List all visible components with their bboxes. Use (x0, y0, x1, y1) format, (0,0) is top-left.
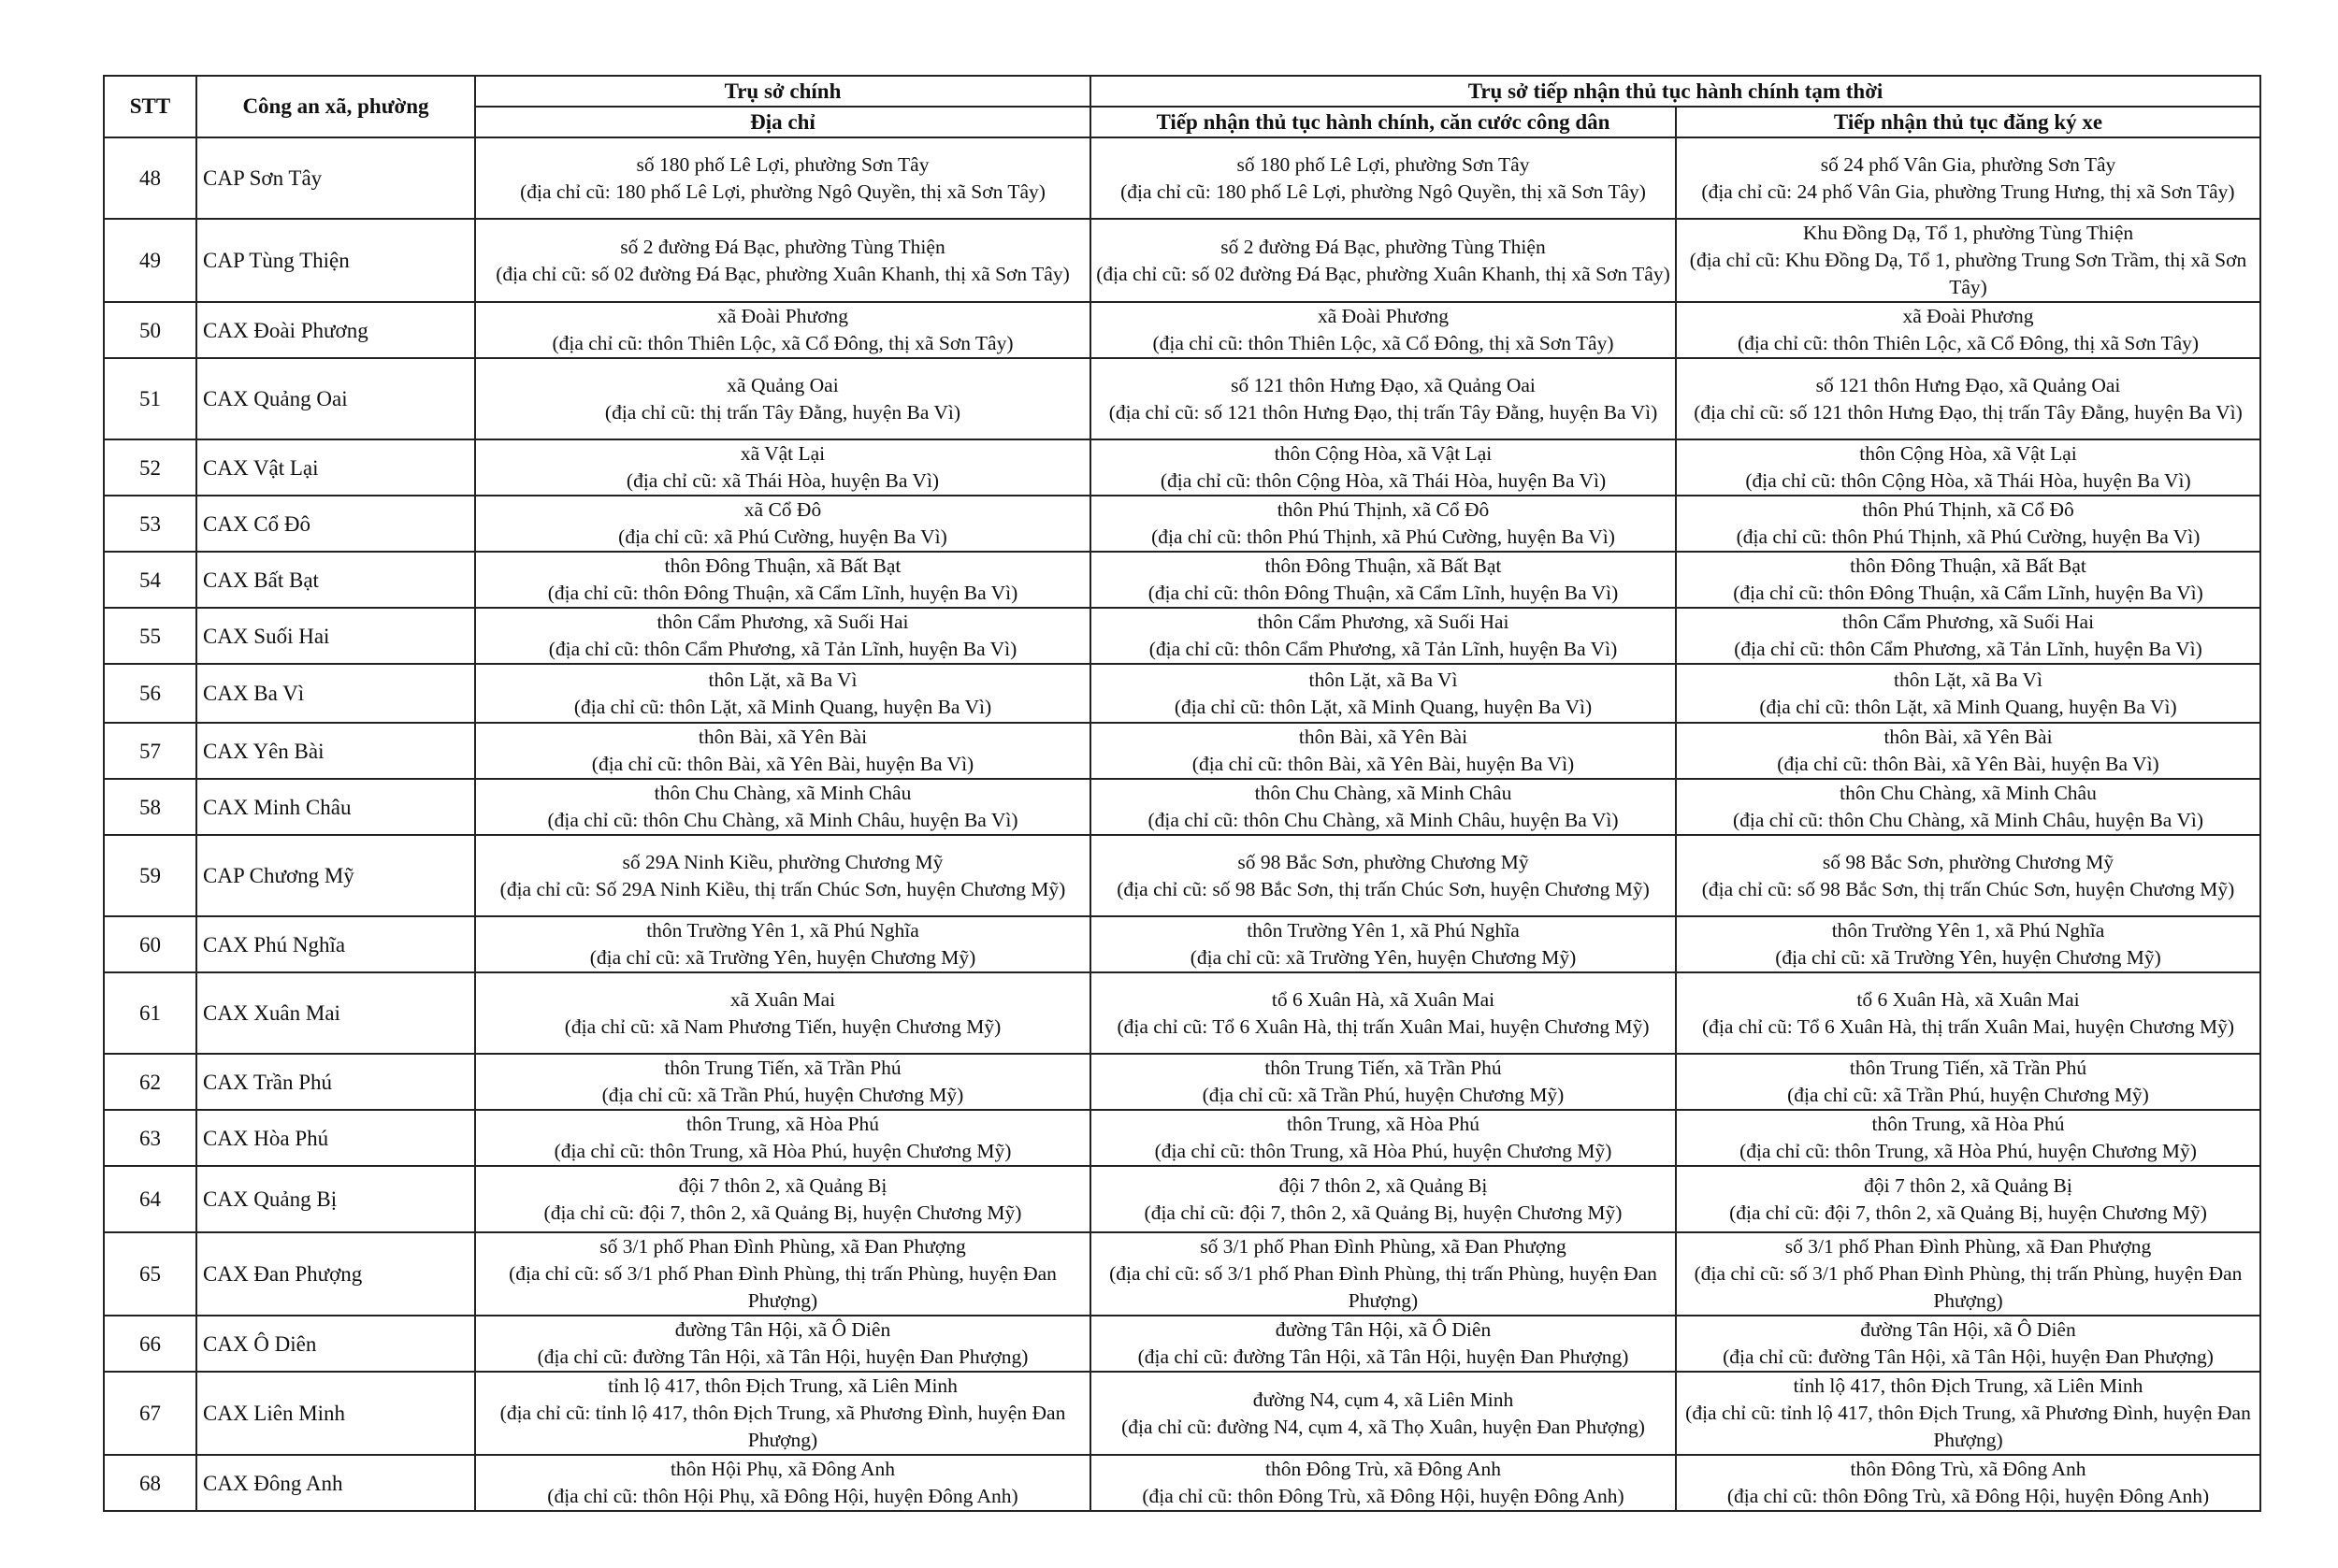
old-address: (địa chỉ cũ: thôn Lặt, xã Minh Quang, huyện Ba Vì) (1759, 695, 2177, 718)
new-address: tổ 6 Xuân Hà, xã Xuân Mai (1856, 987, 2080, 1011)
row-vehicle-office-address (1676, 664, 2260, 723)
row-main-office-address (475, 1455, 1090, 1511)
row-unit-name: CAP Chương Mỹ (196, 835, 475, 916)
new-address: đường Tân Hội, xã Ô Diên (1860, 1318, 2076, 1341)
row-vehicle-office-address (1676, 835, 2260, 916)
row-admin-office-address (1090, 496, 1676, 552)
row-main-office-address (475, 1166, 1090, 1232)
row-admin-office-address (1090, 1232, 1676, 1316)
new-address: thôn Lặt, xã Ba Vì (1893, 668, 2043, 691)
row-main-office-address (475, 1054, 1090, 1110)
row-stt: 53 (104, 496, 196, 552)
table-row (104, 302, 2260, 358)
row-vehicle-office-address (1676, 1110, 2260, 1166)
old-address: (địa chỉ cũ: xã Nam Phương Tiến, huyện Chương Mỹ) (564, 1014, 1002, 1038)
row-unit-name: CAX Quảng Bị (196, 1166, 475, 1232)
old-address: (địa chỉ cũ: xã Trường Yên, huyện Chương Mỹ) (1775, 946, 2161, 969)
old-address: (địa chỉ cũ: số 02 đường Đá Bạc, phường Xuân Khanh, thị xã Sơn Tây) (496, 262, 1070, 285)
new-address: thôn Trung Tiến, xã Trần Phú (1849, 1057, 2087, 1079)
old-address: (địa chỉ cũ: thôn Phú Thịnh, xã Phú Cường, huyện Ba Vì) (1151, 525, 1615, 548)
table-row (104, 1232, 2260, 1316)
new-address: thôn Trường Yên 1, xã Phú Nghĩa (1831, 919, 2105, 942)
row-main-office-address (475, 1110, 1090, 1166)
row-stt: 52 (104, 439, 196, 496)
row-vehicle-office-address (1676, 1372, 2260, 1455)
header-admin-procedures: Tiếp nhận thủ tục hành chính, căn cước công dân (1090, 107, 1676, 137)
old-address: (địa chỉ cũ: số 3/1 phố Phan Đình Phùng, thị trấn Phùng, huyện Đan Phượng) (1109, 1262, 1657, 1312)
row-stt: 64 (104, 1166, 196, 1232)
row-stt: 63 (104, 1110, 196, 1166)
row-unit-name: CAX Đông Anh (196, 1455, 475, 1511)
row-admin-office-address (1090, 916, 1676, 972)
row-unit-name: CAX Phú Nghĩa (196, 916, 475, 972)
old-address: (địa chỉ cũ: thị trấn Tây Đằng, huyện Ba Vì) (604, 400, 961, 424)
new-address: tổ 6 Xuân Hà, xã Xuân Mai (1271, 987, 1495, 1011)
row-main-office-address (475, 137, 1090, 219)
header-stt: STT (104, 76, 196, 137)
new-address: số 121 thôn Hưng Đạo, xã Quảng Oai (1231, 373, 1536, 396)
row-unit-name: CAX Bất Bạt (196, 552, 475, 608)
row-vehicle-office-address (1676, 552, 2260, 608)
old-address: (địa chỉ cũ: số 121 thôn Hưng Đạo, thị trấn Tây Đằng, huyện Ba Vì) (1108, 400, 1658, 424)
row-vehicle-office-address (1676, 972, 2260, 1054)
new-address: tỉnh lộ 417, thôn Địch Trung, xã Liên Minh (1793, 1374, 2143, 1397)
row-stt: 57 (104, 723, 196, 779)
row-vehicle-office-address (1676, 608, 2260, 664)
new-address: thôn Trung, xã Hòa Phú (686, 1113, 880, 1135)
new-address: thôn Chu Chàng, xã Minh Châu (654, 782, 912, 804)
row-main-office-address (475, 552, 1090, 608)
new-address: số 29A Ninh Kiều, phường Chương Mỹ (622, 850, 944, 873)
row-vehicle-office-address (1676, 1166, 2260, 1232)
row-main-office-address (475, 358, 1090, 439)
old-address: (địa chỉ cũ: số 3/1 phố Phan Đình Phùng, thị trấn Phùng, huyện Đan Phượng) (509, 1262, 1057, 1312)
old-address: (địa chỉ cũ: xã Trần Phú, huyện Chương Mỹ) (601, 1084, 964, 1106)
row-vehicle-office-address (1676, 779, 2260, 835)
row-admin-office-address (1090, 723, 1676, 779)
row-vehicle-office-address (1676, 137, 2260, 219)
old-address: (địa chỉ cũ: số 98 Bắc Sơn, thị trấn Chúc Sơn, huyện Chương Mỹ) (1701, 877, 2235, 900)
old-address: (địa chỉ cũ: thôn Cẩm Phương, xã Tản Lĩnh, huyện Ba Vì) (1148, 638, 1618, 660)
new-address: đội 7 thôn 2, xã Quảng Bị (1278, 1173, 1488, 1197)
old-address: (địa chỉ cũ: 24 phố Vân Gia, phường Trung Hưng, thị xã Sơn Tây) (1701, 180, 2235, 203)
new-address: thôn Trung Tiến, xã Trần Phú (1264, 1057, 1502, 1079)
row-stt: 58 (104, 779, 196, 835)
new-address: số 2 đường Đá Bạc, phường Tùng Thiện (1220, 235, 1546, 258)
row-stt: 67 (104, 1372, 196, 1455)
row-unit-name: CAX Hòa Phú (196, 1110, 475, 1166)
row-main-office-address (475, 439, 1090, 496)
old-address: (địa chỉ cũ: đường Tân Hội, xã Tân Hội, huyện Đan Phượng) (1137, 1345, 1629, 1368)
new-address: xã Vật Lại (740, 442, 826, 465)
new-address: thôn Trường Yên 1, xã Phú Nghĩa (646, 919, 919, 942)
new-address: xã Xuân Mai (729, 987, 836, 1011)
old-address: (địa chỉ cũ: đường N4, cụm 4, xã Thọ Xuân, huyện Đan Phượng) (1121, 1415, 1645, 1438)
new-address: thôn Bài, xã Yên Bài (1883, 726, 2053, 748)
old-address: (địa chỉ cũ: thôn Cẩm Phương, xã Tản Lĩnh, huyện Ba Vì) (1734, 638, 2202, 660)
old-address: (địa chỉ cũ: đội 7, thôn 2, xã Quảng Bị, huyện Chương Mỹ) (1729, 1201, 2207, 1224)
row-vehicle-office-address (1676, 1316, 2260, 1372)
old-address: (địa chỉ cũ: thôn Thiên Lộc, xã Cổ Đông, thị xã Sơn Tây) (1152, 332, 1614, 354)
row-main-office-address (475, 1316, 1090, 1372)
row-admin-office-address (1090, 1166, 1676, 1232)
table-row (104, 723, 2260, 779)
new-address: thôn Lặt, xã Ba Vì (1308, 668, 1458, 691)
old-address: (địa chỉ cũ: Khu Đồng Dạ, Tổ 1, phường Trung Sơn Trầm, thị xã Sơn Tây) (1689, 249, 2247, 298)
old-address: (địa chỉ cũ: thôn Thiên Lộc, xã Cổ Đông, thị xã Sơn Tây) (552, 332, 1014, 354)
row-main-office-address (475, 835, 1090, 916)
old-address: (địa chỉ cũ: số 98 Bắc Sơn, thị trấn Chúc Sơn, huyện Chương Mỹ) (1117, 877, 1650, 900)
row-vehicle-office-address (1676, 219, 2260, 302)
old-address: (địa chỉ cũ: thôn Phú Thịnh, xã Phú Cường, huyện Ba Vì) (1736, 525, 2201, 548)
police-address-table (103, 75, 2261, 1512)
table-row (104, 1054, 2260, 1110)
row-stt: 65 (104, 1232, 196, 1316)
row-unit-name: CAX Đoài Phương (196, 302, 475, 358)
new-address: đội 7 thôn 2, xã Quảng Bị (678, 1173, 888, 1197)
new-address: xã Đoài Phương (716, 305, 849, 327)
old-address: (địa chỉ cũ: thôn Lặt, xã Minh Quang, huyện Ba Vì) (1174, 695, 1593, 718)
new-address: thôn Trung, xã Hòa Phú (1286, 1113, 1480, 1135)
old-address: (địa chỉ cũ: xã Trần Phú, huyện Chương Mỹ) (1787, 1084, 2149, 1106)
row-admin-office-address (1090, 835, 1676, 916)
new-address: thôn Bài, xã Yên Bài (698, 726, 868, 748)
new-address: thôn Bài, xã Yên Bài (1298, 726, 1468, 748)
new-address: đường Tân Hội, xã Ô Diên (674, 1318, 891, 1341)
row-admin-office-address (1090, 1372, 1676, 1455)
row-vehicle-office-address (1676, 358, 2260, 439)
row-main-office-address (475, 916, 1090, 972)
new-address: đội 7 thôn 2, xã Quảng Bị (1864, 1173, 2072, 1197)
old-address: (địa chỉ cũ: xã Thái Hòa, huyện Ba Vì) (626, 469, 940, 492)
new-address: thôn Hội Phụ, xã Đông Anh (670, 1458, 896, 1480)
new-address: xã Đoài Phương (1317, 305, 1450, 327)
table-row (104, 137, 2260, 219)
row-unit-name: CAX Suối Hai (196, 608, 475, 664)
new-address: số 24 phố Vân Gia, phường Sơn Tây (1820, 152, 2116, 176)
old-address: (địa chỉ cũ: đường Tân Hội, xã Tân Hội, huyện Đan Phượng) (537, 1345, 1029, 1368)
old-address: (địa chỉ cũ: xã Phú Cường, huyện Ba Vì) (618, 525, 947, 548)
row-unit-name: CAP Sơn Tây (196, 137, 475, 219)
new-address: số 98 Bắc Sơn, phường Chương Mỹ (1822, 850, 2114, 873)
new-address: thôn Đông Thuận, xã Bất Bạt (1264, 554, 1502, 577)
row-unit-name: CAX Minh Châu (196, 779, 475, 835)
row-vehicle-office-address (1676, 723, 2260, 779)
old-address: (địa chỉ cũ: số 3/1 phố Phan Đình Phùng, thị trấn Phùng, huyện Đan Phượng) (1694, 1262, 2243, 1312)
old-address: (địa chỉ cũ: tỉnh lộ 417, thôn Địch Trung, xã Phương Đình, huyện Đan Phượng) (1685, 1402, 2251, 1451)
new-address: số 3/1 phố Phan Đình Phùng, xã Đan Phượng (1200, 1235, 1566, 1258)
table-row (104, 439, 2260, 496)
table-row (104, 1110, 2260, 1166)
row-stt: 60 (104, 916, 196, 972)
new-address: thôn Cộng Hòa, xã Vật Lại (1859, 442, 2077, 465)
new-address: thôn Phú Thịnh, xã Cổ Đô (1862, 498, 2074, 521)
new-address: số 121 thôn Hưng Đạo, xã Quảng Oai (1815, 373, 2121, 396)
row-main-office-address (475, 302, 1090, 358)
row-vehicle-office-address (1676, 302, 2260, 358)
row-unit-name: CAX Yên Bài (196, 723, 475, 779)
row-vehicle-office-address (1676, 916, 2260, 972)
row-stt: 50 (104, 302, 196, 358)
new-address: thôn Cẩm Phương, xã Suối Hai (657, 611, 909, 633)
new-address: số 180 phố Lê Lợi, phường Sơn Tây (636, 152, 930, 176)
row-admin-office-address (1090, 608, 1676, 664)
row-unit-name: CAX Quảng Oai (196, 358, 475, 439)
table-row (104, 916, 2260, 972)
old-address: (địa chỉ cũ: Tổ 6 Xuân Hà, thị trấn Xuân Mai, huyện Chương Mỹ) (1117, 1014, 1650, 1038)
new-address: thôn Lặt, xã Ba Vì (708, 668, 858, 691)
old-address: (địa chỉ cũ: thôn Đông Thuận, xã Cẩm Lĩnh, huyện Ba Vì) (1733, 582, 2203, 604)
old-address: (địa chỉ cũ: tỉnh lộ 417, thôn Địch Trung, xã Phương Đình, huyện Đan Phượng) (499, 1402, 1066, 1451)
old-address: (địa chỉ cũ: đội 7, thôn 2, xã Quảng Bị, huyện Chương Mỹ) (1144, 1201, 1623, 1224)
old-address: (địa chỉ cũ: thôn Hội Phụ, xã Đông Hội, huyện Đông Anh) (547, 1485, 1018, 1507)
row-admin-office-address (1090, 664, 1676, 723)
row-admin-office-address (1090, 1110, 1676, 1166)
old-address: (địa chỉ cũ: xã Trần Phú, huyện Chương Mỹ) (1202, 1084, 1565, 1106)
row-unit-name: CAP Tùng Thiện (196, 219, 475, 302)
row-unit-name: CAX Liên Minh (196, 1372, 475, 1455)
table-row (104, 608, 2260, 664)
table-row (104, 552, 2260, 608)
row-stt: 66 (104, 1316, 196, 1372)
old-address: (địa chỉ cũ: thôn Thiên Lộc, xã Cổ Đông, thị xã Sơn Tây) (1737, 332, 2200, 354)
table-row (104, 1316, 2260, 1372)
row-stt: 55 (104, 608, 196, 664)
table-row (104, 1166, 2260, 1232)
table-row (104, 779, 2260, 835)
new-address: xã Cổ Đô (743, 498, 822, 521)
row-main-office-address (475, 723, 1090, 779)
old-address: (địa chỉ cũ: thôn Chu Chàng, xã Minh Châu, huyện Ba Vì) (1733, 809, 2203, 831)
old-address: (địa chỉ cũ: xã Trường Yên, huyện Chương Mỹ) (1190, 946, 1577, 969)
new-address: thôn Cộng Hòa, xã Vật Lại (1274, 442, 1493, 465)
header-unit: Công an xã, phường (196, 76, 475, 137)
header-row-top (104, 76, 2260, 107)
row-main-office-address (475, 779, 1090, 835)
table-row (104, 358, 2260, 439)
row-unit-name: CAX Trần Phú (196, 1054, 475, 1110)
row-main-office-address (475, 608, 1090, 664)
old-address: (địa chỉ cũ: thôn Bài, xã Yên Bài, huyện Ba Vì) (591, 753, 974, 775)
old-address: (địa chỉ cũ: số 02 đường Đá Bạc, phường Xuân Khanh, thị xã Sơn Tây) (1096, 262, 1670, 285)
new-address: Khu Đồng Dạ, Tổ 1, phường Tùng Thiện (1802, 222, 2134, 244)
new-address: số 3/1 phố Phan Đình Phùng, xã Đan Phượng (599, 1235, 966, 1258)
row-unit-name: CAX Cổ Đô (196, 496, 475, 552)
row-main-office-address (475, 1372, 1090, 1455)
row-main-office-address (475, 219, 1090, 302)
new-address: đường Tân Hội, xã Ô Diên (1275, 1318, 1492, 1341)
old-address: (địa chỉ cũ: Số 29A Ninh Kiều, thị trấn Chúc Sơn, huyện Chương Mỹ) (499, 877, 1066, 900)
new-address: thôn Trung, xã Hòa Phú (1871, 1113, 2065, 1135)
new-address: tỉnh lộ 417, thôn Địch Trung, xã Liên Minh (608, 1374, 958, 1397)
old-address: (địa chỉ cũ: thôn Cộng Hòa, xã Thái Hòa, huyện Ba Vì) (1160, 469, 1607, 492)
header-main-address: Địa chỉ (475, 107, 1090, 137)
row-admin-office-address (1090, 972, 1676, 1054)
row-main-office-address (475, 496, 1090, 552)
row-admin-office-address (1090, 552, 1676, 608)
old-address: (địa chỉ cũ: thôn Cẩm Phương, xã Tản Lĩnh, huyện Ba Vì) (548, 638, 1017, 660)
row-stt: 51 (104, 358, 196, 439)
table-row (104, 835, 2260, 916)
row-stt: 54 (104, 552, 196, 608)
new-address: thôn Đông Trù, xã Đông Anh (1264, 1458, 1502, 1480)
old-address: (địa chỉ cũ: 180 phố Lê Lợi, phường Ngô Quyền, thị xã Sơn Tây) (520, 180, 1046, 203)
row-unit-name: CAX Đan Phượng (196, 1232, 475, 1316)
row-stt: 61 (104, 972, 196, 1054)
new-address: thôn Chu Chàng, xã Minh Châu (1254, 782, 1512, 804)
table-row (104, 664, 2260, 723)
row-vehicle-office-address (1676, 496, 2260, 552)
old-address: (địa chỉ cũ: xã Trường Yên, huyện Chương Mỹ) (589, 946, 976, 969)
new-address: thôn Đông Thuận, xã Bất Bạt (664, 554, 902, 577)
new-address: thôn Chu Chàng, xã Minh Châu (1840, 782, 2097, 804)
row-stt: 56 (104, 664, 196, 723)
old-address: (địa chỉ cũ: thôn Bài, xã Yên Bài, huyện Ba Vì) (1777, 753, 2159, 775)
old-address: (địa chỉ cũ: đội 7, thôn 2, xã Quảng Bị, huyện Chương Mỹ) (543, 1201, 1022, 1224)
new-address: số 98 Bắc Sơn, phường Chương Mỹ (1237, 850, 1529, 873)
row-admin-office-address (1090, 219, 1676, 302)
old-address: (địa chỉ cũ: thôn Đông Thuận, xã Cẩm Lĩnh, huyện Ba Vì) (1147, 582, 1619, 604)
row-admin-office-address (1090, 1054, 1676, 1110)
new-address: đường N4, cụm 4, xã Liên Minh (1252, 1388, 1514, 1411)
old-address: (địa chỉ cũ: Tổ 6 Xuân Hà, thị trấn Xuân Mai, huyện Chương Mỹ) (1702, 1014, 2234, 1038)
new-address: số 180 phố Lê Lợi, phường Sơn Tây (1236, 152, 1530, 176)
row-admin-office-address (1090, 137, 1676, 219)
old-address: (địa chỉ cũ: thôn Trung, xã Hòa Phú, huyện Chương Mỹ) (1739, 1140, 2197, 1162)
row-admin-office-address (1090, 358, 1676, 439)
new-address: số 2 đường Đá Bạc, phường Tùng Thiện (620, 235, 945, 258)
new-address: thôn Phú Thịnh, xã Cổ Đô (1277, 498, 1490, 521)
new-address: thôn Đông Trù, xã Đông Anh (1850, 1458, 2086, 1480)
old-address: (địa chỉ cũ: thôn Đông Trù, xã Đông Hội, huyện Đông Anh) (1726, 1485, 2210, 1507)
header-main-office: Trụ sở chính (475, 76, 1090, 107)
row-admin-office-address (1090, 439, 1676, 496)
row-stt: 68 (104, 1455, 196, 1511)
header-temp-office: Trụ sở tiếp nhận thủ tục hành chính tạm thời (1090, 76, 2260, 107)
row-main-office-address (475, 1232, 1090, 1316)
header-vehicle-registration: Tiếp nhận thủ tục đăng ký xe (1676, 107, 2260, 137)
old-address: (địa chỉ cũ: thôn Trung, xã Hòa Phú, huyện Chương Mỹ) (554, 1140, 1012, 1162)
row-main-office-address (475, 664, 1090, 723)
old-address: (địa chỉ cũ: thôn Chu Chàng, xã Minh Châu, huyện Ba Vì) (1147, 809, 1619, 831)
new-address: thôn Trung Tiến, xã Trần Phú (664, 1057, 902, 1079)
table-row (104, 1455, 2260, 1511)
new-address: số 3/1 phố Phan Đình Phùng, xã Đan Phượng (1784, 1235, 2152, 1258)
row-unit-name: CAX Xuân Mai (196, 972, 475, 1054)
old-address: (địa chỉ cũ: thôn Bài, xã Yên Bài, huyện Ba Vì) (1191, 753, 1575, 775)
row-vehicle-office-address (1676, 1455, 2260, 1511)
new-address: xã Quảng Oai (727, 373, 839, 396)
old-address: (địa chỉ cũ: 180 phố Lê Lợi, phường Ngô Quyền, thị xã Sơn Tây) (1120, 180, 1646, 203)
row-vehicle-office-address (1676, 1054, 2260, 1110)
new-address: thôn Đông Thuận, xã Bất Bạt (1850, 554, 2086, 577)
old-address: (địa chỉ cũ: thôn Trung, xã Hòa Phú, huyện Chương Mỹ) (1154, 1140, 1612, 1162)
table-row (104, 496, 2260, 552)
row-admin-office-address (1090, 779, 1676, 835)
row-admin-office-address (1090, 302, 1676, 358)
old-address: (địa chỉ cũ: số 121 thôn Hưng Đạo, thị trấn Tây Đằng, huyện Ba Vì) (1694, 400, 2243, 424)
row-unit-name: CAX Ô Diên (196, 1316, 475, 1372)
row-stt: 62 (104, 1054, 196, 1110)
row-admin-office-address (1090, 1316, 1676, 1372)
new-address: xã Đoài Phương (1902, 305, 2034, 327)
table-row (104, 972, 2260, 1054)
table-row (104, 219, 2260, 302)
row-admin-office-address (1090, 1455, 1676, 1511)
new-address: thôn Cẩm Phương, xã Suối Hai (1257, 611, 1509, 633)
row-main-office-address (475, 972, 1090, 1054)
row-unit-name: CAX Vật Lại (196, 439, 475, 496)
row-unit-name: CAX Ba Vì (196, 664, 475, 723)
old-address: (địa chỉ cũ: thôn Đông Thuận, xã Cẩm Lĩnh, huyện Ba Vì) (547, 582, 1018, 604)
old-address: (địa chỉ cũ: thôn Lặt, xã Minh Quang, huyện Ba Vì) (573, 695, 992, 718)
row-stt: 48 (104, 137, 196, 219)
row-vehicle-office-address (1676, 439, 2260, 496)
row-vehicle-office-address (1676, 1232, 2260, 1316)
old-address: (địa chỉ cũ: đường Tân Hội, xã Tân Hội, huyện Đan Phượng) (1723, 1345, 2214, 1368)
old-address: (địa chỉ cũ: thôn Cộng Hòa, xã Thái Hòa, huyện Ba Vì) (1745, 469, 2191, 492)
old-address: (địa chỉ cũ: thôn Đông Trù, xã Đông Hội, huyện Đông Anh) (1142, 1485, 1624, 1507)
row-stt: 59 (104, 835, 196, 916)
old-address: (địa chỉ cũ: thôn Chu Chàng, xã Minh Châu, huyện Ba Vì) (547, 809, 1018, 831)
row-stt: 49 (104, 219, 196, 302)
new-address: thôn Cẩm Phương, xã Suối Hai (1841, 611, 2095, 633)
new-address: thôn Trường Yên 1, xã Phú Nghĩa (1247, 919, 1520, 942)
table-row (104, 1372, 2260, 1455)
